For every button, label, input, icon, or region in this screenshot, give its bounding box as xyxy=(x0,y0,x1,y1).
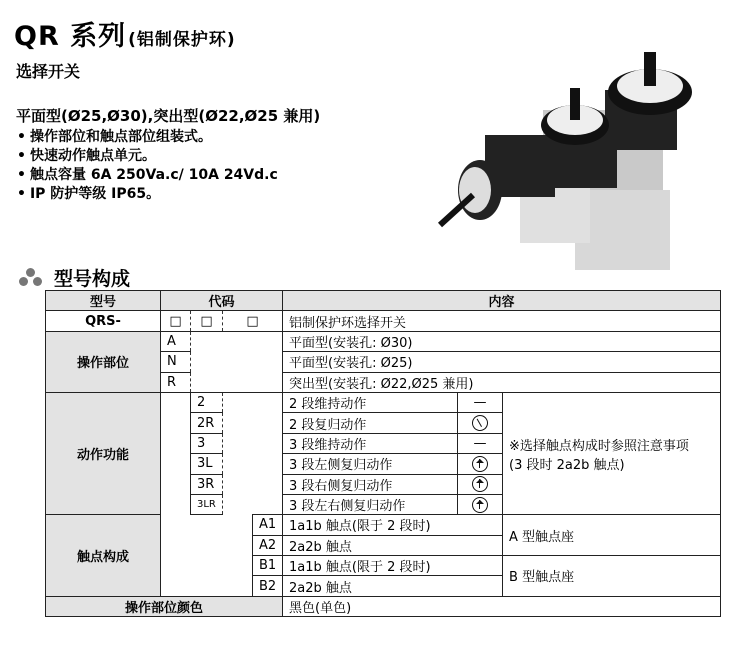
action-content: 3 段维持动作 xyxy=(283,433,458,453)
note-line: (3 段时 2a2b 触点) xyxy=(509,457,625,473)
action-content: 3 段左侧复归动作 xyxy=(283,454,458,474)
operation-code: A xyxy=(161,331,191,351)
product-subtitle: 选择开关 xyxy=(16,62,81,81)
code-box: □ xyxy=(191,311,223,331)
action-code: 3L xyxy=(191,454,223,474)
contact-content: 1a1b 触点(限于 2 段时) xyxy=(283,515,503,535)
action-symbol: — xyxy=(458,392,503,412)
color-content: 黑色(单色) xyxy=(283,596,721,616)
operation-code: N xyxy=(161,352,191,372)
model-spec-table xyxy=(45,290,721,617)
feature-list xyxy=(17,128,278,204)
return-both-icon xyxy=(472,497,488,513)
action-code: 3LR xyxy=(191,494,223,514)
action-label: 动作功能 xyxy=(46,392,161,514)
action-symbol-cell xyxy=(458,413,503,433)
contact-code: A2 xyxy=(253,535,283,555)
table-row xyxy=(46,331,721,351)
model-prefix: QRS- xyxy=(46,311,161,331)
return-left-icon xyxy=(472,456,488,472)
action-code: 2 xyxy=(191,392,223,412)
contact-seat-a: A 型触点座 xyxy=(503,515,721,556)
action-symbol: — xyxy=(458,433,503,453)
blank-cell xyxy=(191,331,283,392)
operation-content: 平面型(安装孔: Ø25) xyxy=(283,352,721,372)
contact-seat-b: B 型触点座 xyxy=(503,556,721,597)
return-right-icon xyxy=(472,476,488,492)
qrs-content: 铝制保护环选择开关 xyxy=(283,311,721,331)
action-content: 3 段右侧复归动作 xyxy=(283,474,458,494)
operation-label: 操作部位 xyxy=(46,331,161,392)
action-note xyxy=(503,392,721,514)
header-code: 代码 xyxy=(161,291,283,311)
feature-item: • 快速动作触点单元。 xyxy=(17,147,278,166)
operation-code: R xyxy=(161,372,191,392)
return-right-icon xyxy=(469,413,491,433)
feature-item: • IP 防护等级 IP65。 xyxy=(17,185,278,204)
color-label: 操作部位颜色 xyxy=(46,596,283,616)
contact-code: B2 xyxy=(253,576,283,596)
action-content: 2 段复归动作 xyxy=(283,413,458,433)
action-content: 2 段维持动作 xyxy=(283,392,458,412)
code-box: □ xyxy=(161,311,191,331)
action-code: 3R xyxy=(191,474,223,494)
action-symbol-cell xyxy=(458,454,503,474)
contact-label: 触点构成 xyxy=(46,515,161,597)
contact-code: A1 xyxy=(253,515,283,535)
table-row xyxy=(46,596,721,616)
action-content: 3 段左右侧复归动作 xyxy=(283,494,458,514)
section-heading xyxy=(16,264,130,291)
table-row xyxy=(46,515,721,535)
contact-content: 2a2b 触点 xyxy=(283,535,503,555)
table-header-row xyxy=(46,291,721,311)
contact-content: 1a1b 触点(限于 2 段时) xyxy=(283,556,503,576)
operation-content: 平面型(安装孔: Ø30) xyxy=(283,331,721,351)
series-note: (铝制保护环) xyxy=(128,30,236,50)
code-box: □ xyxy=(223,311,283,331)
header-model: 型号 xyxy=(46,291,161,311)
action-symbol-cell xyxy=(458,474,503,494)
action-symbol-cell xyxy=(458,494,503,514)
blank-cell xyxy=(161,392,191,514)
feature-item: • 操作部位和触点部位组装式。 xyxy=(17,128,278,147)
series-title xyxy=(14,14,236,53)
action-code: 2R xyxy=(191,413,223,433)
note-line: ※选择触点构成时参照注意事项 xyxy=(509,438,689,454)
product-photo xyxy=(425,40,715,270)
series-name: QR 系列 xyxy=(14,21,127,52)
types-line: 平面型(Ø25,Ø30),突出型(Ø22,Ø25 兼用) xyxy=(16,107,321,125)
blank-cell xyxy=(223,392,283,514)
operation-content: 突出型(安装孔: Ø22,Ø25 兼用) xyxy=(283,372,721,392)
table-row xyxy=(46,311,721,331)
contact-content: 2a2b 触点 xyxy=(283,576,503,596)
contact-code: B1 xyxy=(253,556,283,576)
feature-item: • 触点容量 6A 250Va.c/ 10A 24Vd.c xyxy=(17,166,278,185)
table-row xyxy=(46,392,721,412)
section-title: 型号构成 xyxy=(54,268,131,290)
header-content: 内容 xyxy=(283,291,721,311)
section-bullet-icon xyxy=(16,268,50,288)
blank-cell xyxy=(161,515,253,597)
action-code: 3 xyxy=(191,433,223,453)
